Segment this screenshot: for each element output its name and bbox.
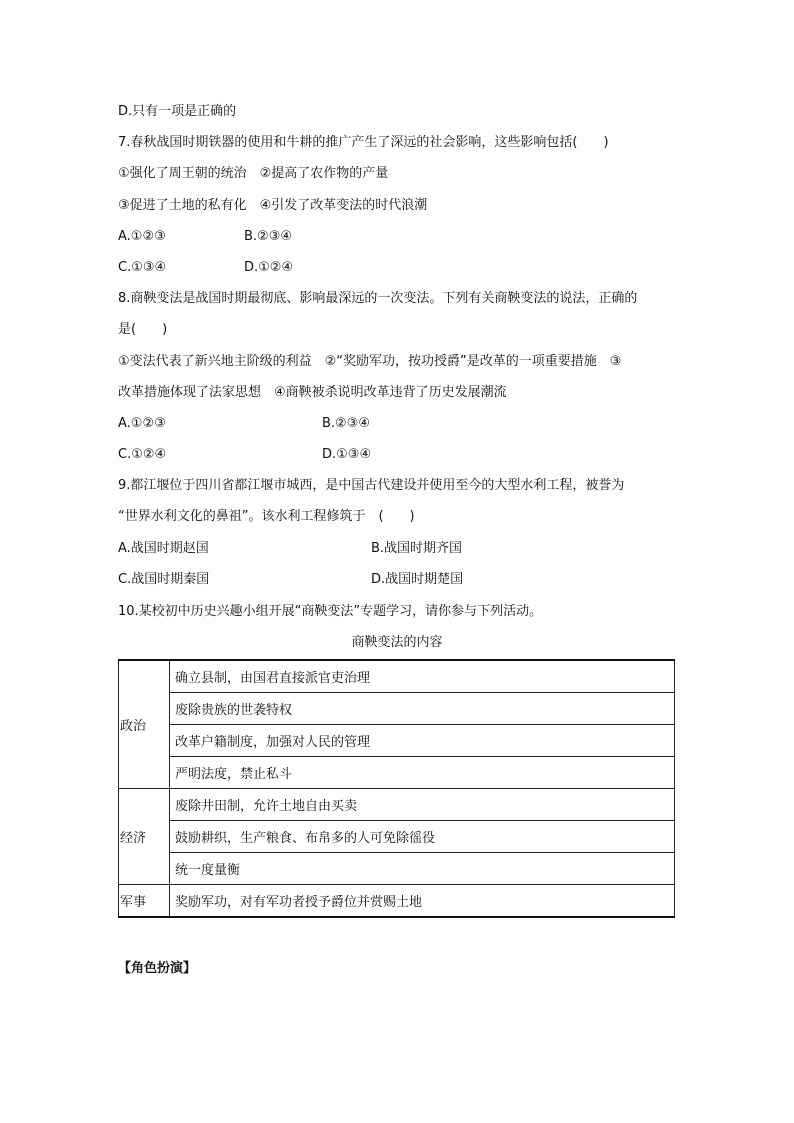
table-cell: 确立县制，由国君直接派官吏治理 [170, 660, 675, 693]
q7-statement-2: ③促进了土地的私有化 ④引发了改革变法的时代浪潮 [118, 198, 428, 213]
q6-option-d: D.只有一项是正确的 [118, 104, 237, 119]
q10-stem: 10.某校初中历史兴趣小组开展“商鞅变法”专题学习，请你参与下列活动。 [118, 604, 543, 619]
table-cell: 严明法度，禁止私斗 [170, 757, 675, 789]
q9-stem-line-1: 9.都江堰位于四川省都江堰市城西，是中国古代建设并使用至今的大型水利工程，被誉为 [118, 478, 625, 493]
q7-option-a: A.①②③ [118, 229, 166, 244]
category-military: 军事 [119, 885, 170, 918]
q9-option-c: C.战国时期秦国 [118, 572, 210, 587]
role-play-heading: 【角色扮演】 [118, 961, 197, 976]
q7-stem: 7.春秋战国时期铁器的使用和牛耕的推广产生了深远的社会影响，这些影响包括( ) [118, 135, 609, 150]
category-politics: 政治 [119, 660, 170, 789]
q7-option-d: D.①②④ [244, 260, 294, 275]
q9-option-b: B.战国时期齐国 [371, 541, 463, 556]
reform-content-table [118, 659, 675, 918]
q9-option-a: A.战国时期赵国 [118, 541, 209, 556]
category-economy: 经济 [119, 789, 170, 885]
table-row [119, 660, 675, 693]
table-cell: 废除井田制，允许土地自由买卖 [170, 789, 675, 821]
table-row [119, 725, 675, 757]
table-row [119, 693, 675, 725]
table-row [119, 757, 675, 789]
table-cell: 统一度量衡 [170, 853, 675, 885]
q8-option-b: B.②③④ [322, 416, 371, 431]
q8-option-d: D.①③④ [322, 447, 372, 462]
q8-option-c: C.①②④ [118, 447, 167, 462]
q9-option-d: D.战国时期楚国 [371, 572, 464, 587]
table-row [119, 885, 675, 918]
q9-stem-line-2: “世界水利文化的鼻祖”。该水利工程修筑于 ( ) [118, 509, 415, 524]
table-cell: 鼓励耕织，生产粮食、布帛多的人可免除徭役 [170, 821, 675, 853]
table-row [119, 853, 675, 885]
q8-stem-line-2: 是( ) [118, 322, 168, 337]
table-row [119, 821, 675, 853]
q8-stem-line-1: 8.商鞅变法是战国时期最彻底、影响最深远的一次变法。下列有关商鞅变法的说法，正确的 [118, 291, 638, 306]
q7-statement-1: ①强化了周王朝的统治 ②提高了农作物的产量 [118, 166, 389, 181]
q7-option-b: B.②③④ [244, 229, 293, 244]
q8-option-a: A.①②③ [118, 416, 166, 431]
table-cell: 奖励军功，对有军功者授予爵位并赏赐土地 [170, 885, 675, 918]
q8-statement-1: ①变法代表了新兴地主阶级的利益 ②“奖励军功，按功授爵”是改革的一项重要措施 ③ [118, 354, 622, 369]
table-cell: 废除贵族的世袭特权 [170, 693, 675, 725]
q8-statement-2: 改革措施体现了法家思想 ④商鞅被杀说明改革违背了历史发展潮流 [118, 385, 507, 400]
table-caption: 商鞅变法的内容 [351, 635, 443, 650]
table-row [119, 789, 675, 821]
q7-option-c: C.①③④ [118, 260, 167, 275]
table-cell: 改革户籍制度，加强对人民的管理 [170, 725, 675, 757]
